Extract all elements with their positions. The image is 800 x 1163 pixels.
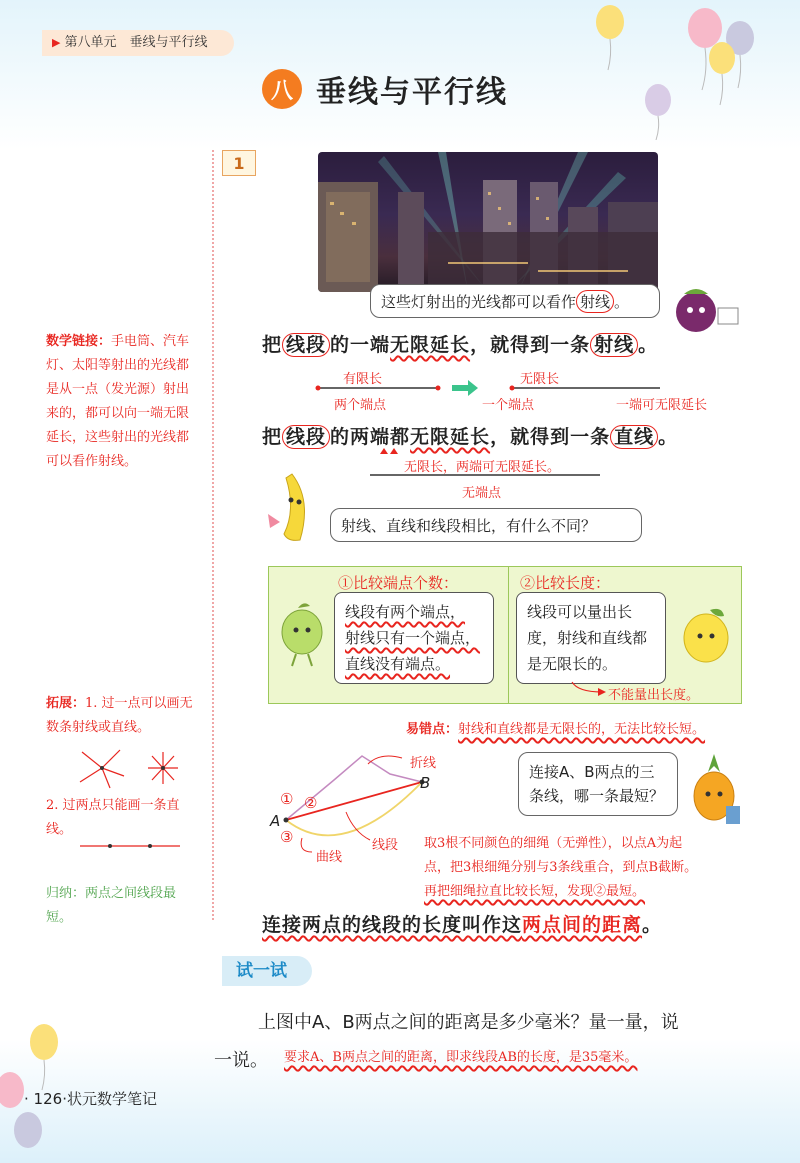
line-label-bottom: 无端点 — [462, 486, 502, 501]
compare-right-line: 是无限长的。 — [527, 655, 618, 673]
chapter-number-badge: 八 — [262, 69, 302, 109]
text: 把 — [262, 426, 283, 448]
label-circle-1: ① — [280, 790, 294, 808]
column-divider — [212, 150, 214, 920]
page-number: 126 — [33, 1090, 63, 1108]
label-curve: 曲线 — [316, 850, 343, 865]
panel-divider — [508, 566, 509, 704]
compare-left-bubble — [334, 592, 494, 684]
compare-left-line: 射线只有一个端点， — [345, 629, 481, 647]
math-link-text: 手电筒、汽车灯、太阳等射出的光线都是从一点（发光源）射出来的，都可以向一端无限延长，这些射出的光线都可以看作射线。 — [46, 334, 190, 469]
summary-label: 归纳： — [46, 886, 86, 901]
pineapple-question-line: 连接A、B两点的三 — [529, 763, 655, 781]
error-note-label: 易错点： — [406, 722, 459, 737]
keyword-ray: 射线 — [590, 333, 638, 357]
text: ，就得到一条 — [470, 334, 591, 356]
ray-definition — [262, 330, 658, 357]
rays-through-point-icon — [74, 746, 184, 790]
triangle-icon: ▶ — [52, 36, 61, 49]
text: 。 — [658, 426, 679, 448]
experiment-note-line: 再把细绳拉直比较长短，发现②最短。 — [424, 884, 646, 899]
label-segment: 线段 — [372, 838, 399, 853]
keyword-extend: 无限延长 — [390, 334, 471, 356]
unit-tab-label: 第八单元 垂线与平行线 — [64, 35, 208, 50]
keyword-segment: 线段 — [282, 333, 330, 357]
text: 的两端都 — [330, 426, 411, 448]
label-fold: 折线 — [410, 756, 437, 771]
line-through-two-points-icon — [80, 840, 180, 852]
pineapple-mascot — [686, 752, 742, 836]
label-a: A — [270, 812, 281, 830]
endpoint-dot — [316, 386, 321, 391]
photo-caption-bubble — [370, 284, 660, 318]
ray-label-right: 一端可无限延长 — [616, 398, 708, 413]
segment-label-bottom: 两个端点 — [334, 398, 387, 413]
text: 连接两点的线段的长度叫作这 — [262, 914, 523, 936]
math-link-label: 数学链接： — [46, 334, 112, 349]
try-it-tag: 试一试 — [222, 956, 312, 986]
page-footer: · 126·状元数学笔记 — [24, 1090, 157, 1108]
line-diagram — [370, 448, 610, 482]
question-bubble — [330, 508, 642, 542]
try-answer: 要求A、B两点之间的距离，即求线段AB的长度，是35毫米。 — [284, 1050, 638, 1065]
text: 的一端 — [330, 334, 391, 356]
city-lights-photo — [318, 152, 658, 292]
question-text: 射线、直线和线段相比，有什么不同？ — [341, 516, 597, 535]
text: 把 — [262, 334, 283, 356]
compare-right-bubble — [516, 592, 666, 684]
guava-mascot — [276, 600, 330, 670]
balloon-icon — [645, 84, 671, 140]
pineapple-question-bubble — [518, 752, 678, 816]
experiment-note — [424, 832, 697, 904]
pineapple-question-line: 条线，哪一条最短？ — [529, 787, 665, 805]
compare-left-line: 线段有两个端点， — [345, 603, 466, 621]
arrow-right-icon — [452, 380, 478, 396]
error-note-text: 射线和直线都是无限长的，无法比较长短。 — [458, 722, 706, 737]
compare-left-heading: ①比较端点个数： — [338, 574, 459, 592]
balloon-icon — [0, 1072, 24, 1108]
balloon-icon — [14, 1112, 42, 1148]
extend-text-1: 1. 过一点可以画无数条射线或直线。 — [46, 696, 193, 735]
banana-mascot — [266, 470, 324, 550]
book-name: ·状元数学笔记 — [62, 1090, 157, 1108]
note-arrow-icon — [568, 680, 608, 698]
extend-label: 拓展： — [46, 696, 86, 711]
ray-label-top: 无限长 — [520, 372, 560, 387]
label-circle-3: ③ — [280, 828, 294, 846]
compare-right-heading: ②比较长度： — [520, 574, 611, 592]
keyword-segment: 线段 — [282, 425, 330, 449]
keyword-line: 直线 — [610, 425, 658, 449]
text: 。 — [638, 334, 659, 356]
extend-note-2: 2. 过两点只能画一条直线。 — [46, 798, 180, 837]
experiment-note-line: 取3根不同颜色的细绳（无弹性），以点A为起 — [424, 836, 683, 851]
line-definition — [262, 422, 678, 449]
ray-label-left: 一个端点 — [482, 398, 535, 413]
chapter-title — [262, 66, 508, 112]
text: ，就得到一条 — [490, 426, 611, 448]
photo-caption-prefix: 这些灯射出的光线都可以看作 — [381, 292, 577, 311]
photo-caption-highlight: 射线 — [576, 290, 614, 313]
city-lights-illustration — [318, 152, 658, 292]
unit-tab — [42, 30, 234, 56]
point-a-dot — [284, 818, 289, 823]
line-label-top: 无限长，两端可无限延长。 — [404, 460, 561, 475]
extend-note-1 — [46, 692, 200, 740]
balloon-icon — [709, 42, 735, 105]
keyword-distance: 两点间的距离 — [522, 914, 643, 936]
keyword-extend: 无限延长 — [410, 426, 491, 448]
example-number-badge: 1 — [222, 150, 256, 176]
experiment-note-line: 点，把3根细绳分别与3条线重合，到点B截断。 — [424, 860, 698, 875]
endpoint-dot — [436, 386, 441, 391]
summary-text: 两点之间线段最短。 — [46, 886, 177, 925]
compare-right-line: 度，射线和直线都 — [527, 629, 648, 647]
text: 。 — [642, 914, 663, 936]
distance-definition — [262, 910, 662, 937]
label-b: B — [420, 774, 431, 792]
endpoint-dot — [510, 386, 515, 391]
compare-right-note: 不能量出长度。 — [608, 688, 700, 703]
math-link-note — [46, 330, 200, 474]
photo-caption-suffix: 。 — [614, 292, 630, 311]
chapter-title-text: 垂线与平行线 — [316, 75, 508, 110]
balloon-icon — [30, 1024, 58, 1090]
compare-right-line: 线段可以量出长 — [527, 603, 633, 621]
mangosteen-mascot — [666, 280, 746, 340]
lemon-mascot — [676, 604, 738, 676]
error-note — [406, 718, 705, 737]
compare-left-line: 直线没有端点。 — [345, 655, 451, 673]
segment-label-top: 有限长 — [343, 372, 383, 387]
try-question-line2: 一说。 — [214, 1050, 268, 1071]
segment-ray-diagram — [300, 378, 720, 398]
balloons-decoration — [590, 0, 800, 140]
summary-note — [46, 882, 200, 930]
try-question-line1: 上图中A、B两点之间的距离是多少毫米？量一量，说 — [258, 1012, 679, 1033]
label-circle-2: ② — [304, 794, 318, 812]
balloon-icon — [596, 5, 624, 70]
